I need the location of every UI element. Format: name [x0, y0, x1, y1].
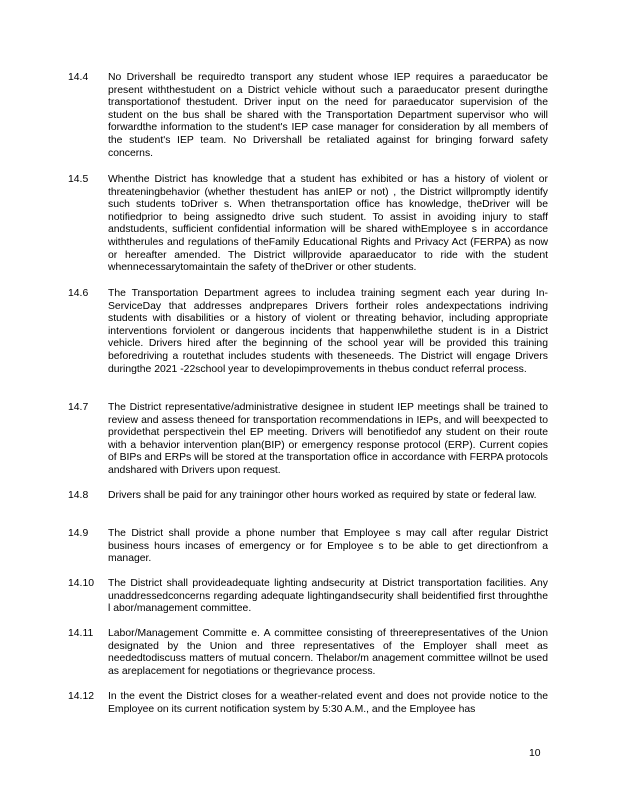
section-text: The District shall provide a phone number that Employee s may call after regular District business hours incases of emergency or for Employee s to be able to get directionfrom a manager.	[108, 528, 548, 565]
section-14-10	[68, 578, 548, 616]
section-14-8	[68, 490, 548, 503]
section-number: 14.4	[68, 72, 89, 83]
section-text: Labor/Management Committe e. A committee consisting of threerepresentatives of the Union designated by the Union and three representatives of the Employer shall meet as neededtodiscuss matters of mutual concern. Thelabor/m anagement committee willnot be used as areplacement for negotiations or thegrievance process.	[108, 628, 548, 677]
section-14-5	[68, 174, 548, 275]
section-text: Drivers shall be paid for any trainingor other hours worked as required by state or federal law.	[108, 490, 537, 501]
section-14-7	[68, 402, 548, 478]
section-text: Whenthe District has knowledge that a student has exhibited or has a history of violent or threateningbehavior (whether thestudent has anIEP or not) , the District willpromptly identify such students toDriver s. When thetransportation office has knowledge, theDriver will be notifiedprior to being assignedto drive such student. To assist in avoiding injury to staff andstudents, sufficient confidential information will be shared withEmployee s in accordance withtherules and regulations of theFamily Educational Rights and Privacy Act (FERPA) as now or hereafter amended. The District willprovide aparaeducator to ride with the student whennecessarytomaintain the safety of theDriver or other students.	[108, 174, 548, 274]
section-number: 14.9	[68, 528, 89, 539]
section-text: No Drivershall be requiredto transport any student whose IEP requires a paraeducator be present withthestudent on a District vehicle without such a paraeducator present duringthe transportationof thestudent. Driver input on the need for paraeducator supervision of the student on the bus shall be shared with the Transportation Department supervisor who will forwardthe information to the student's IEP case manager for consideration by all members of the student's IEP team. No Drivershall be retaliated against for bringing forward safety concerns.	[108, 72, 548, 159]
section-14-11	[68, 628, 548, 678]
section-14-9	[68, 528, 548, 566]
page-number: 10	[529, 748, 541, 759]
section-number: 14.5	[68, 174, 89, 185]
section-14-12	[68, 691, 548, 716]
section-text: The District shall provideadequate lighting andsecurity at District transportation facilities. Any unaddressedconcerns regarding adequate lightingandsecurity shall beidentified first throughthe l abor/management committee.	[108, 578, 548, 615]
section-number: 14.11	[68, 628, 94, 639]
section-text: The Transportation Department agrees to includea training segment each year during In-ServiceDay that addresses andprepares Drivers fortheir roles andexpectations indriving students with disabilities or a history of violent or threating behavior, including appropriate interventions forviolent or dangerous incidents that happenwhilethe student is in a District vehicle. Drivers hired after the beginning of the school year will be provided this training beforedriving a routethat includes students with theseneeds. The District will engage Drivers duringthe 2021 -22school year to developimprovements in thebus conduct referral process.	[108, 288, 548, 375]
section-text: The District representative/administrative designee in student IEP meetings shall be trained to review and assess theneed for transportation recommendations in IEPs, and will beexpected to providethat perspectivein thel EP meeting. Drivers will benotifiedof any student on their route with a behavior intervention plan(BIP) or emergency response protocol (ERP). Current copies of BIPs and ERPs will be stored at the transportation office in accordance with FERPA protocols andshared with Drivers upon request.	[108, 402, 548, 476]
section-number: 14.10	[68, 578, 95, 589]
section-14-6	[68, 288, 548, 376]
section-number: 14.6	[68, 288, 89, 299]
section-14-4	[68, 72, 548, 160]
section-number: 14.7	[68, 402, 89, 413]
section-number: 14.8	[68, 490, 89, 501]
section-number: 14.12	[68, 691, 95, 702]
section-text: In the event the District closes for a weather-related event and does not provide notice to the Employee on its current notification system by 5:30 A.M., and the Employee has	[108, 691, 548, 715]
